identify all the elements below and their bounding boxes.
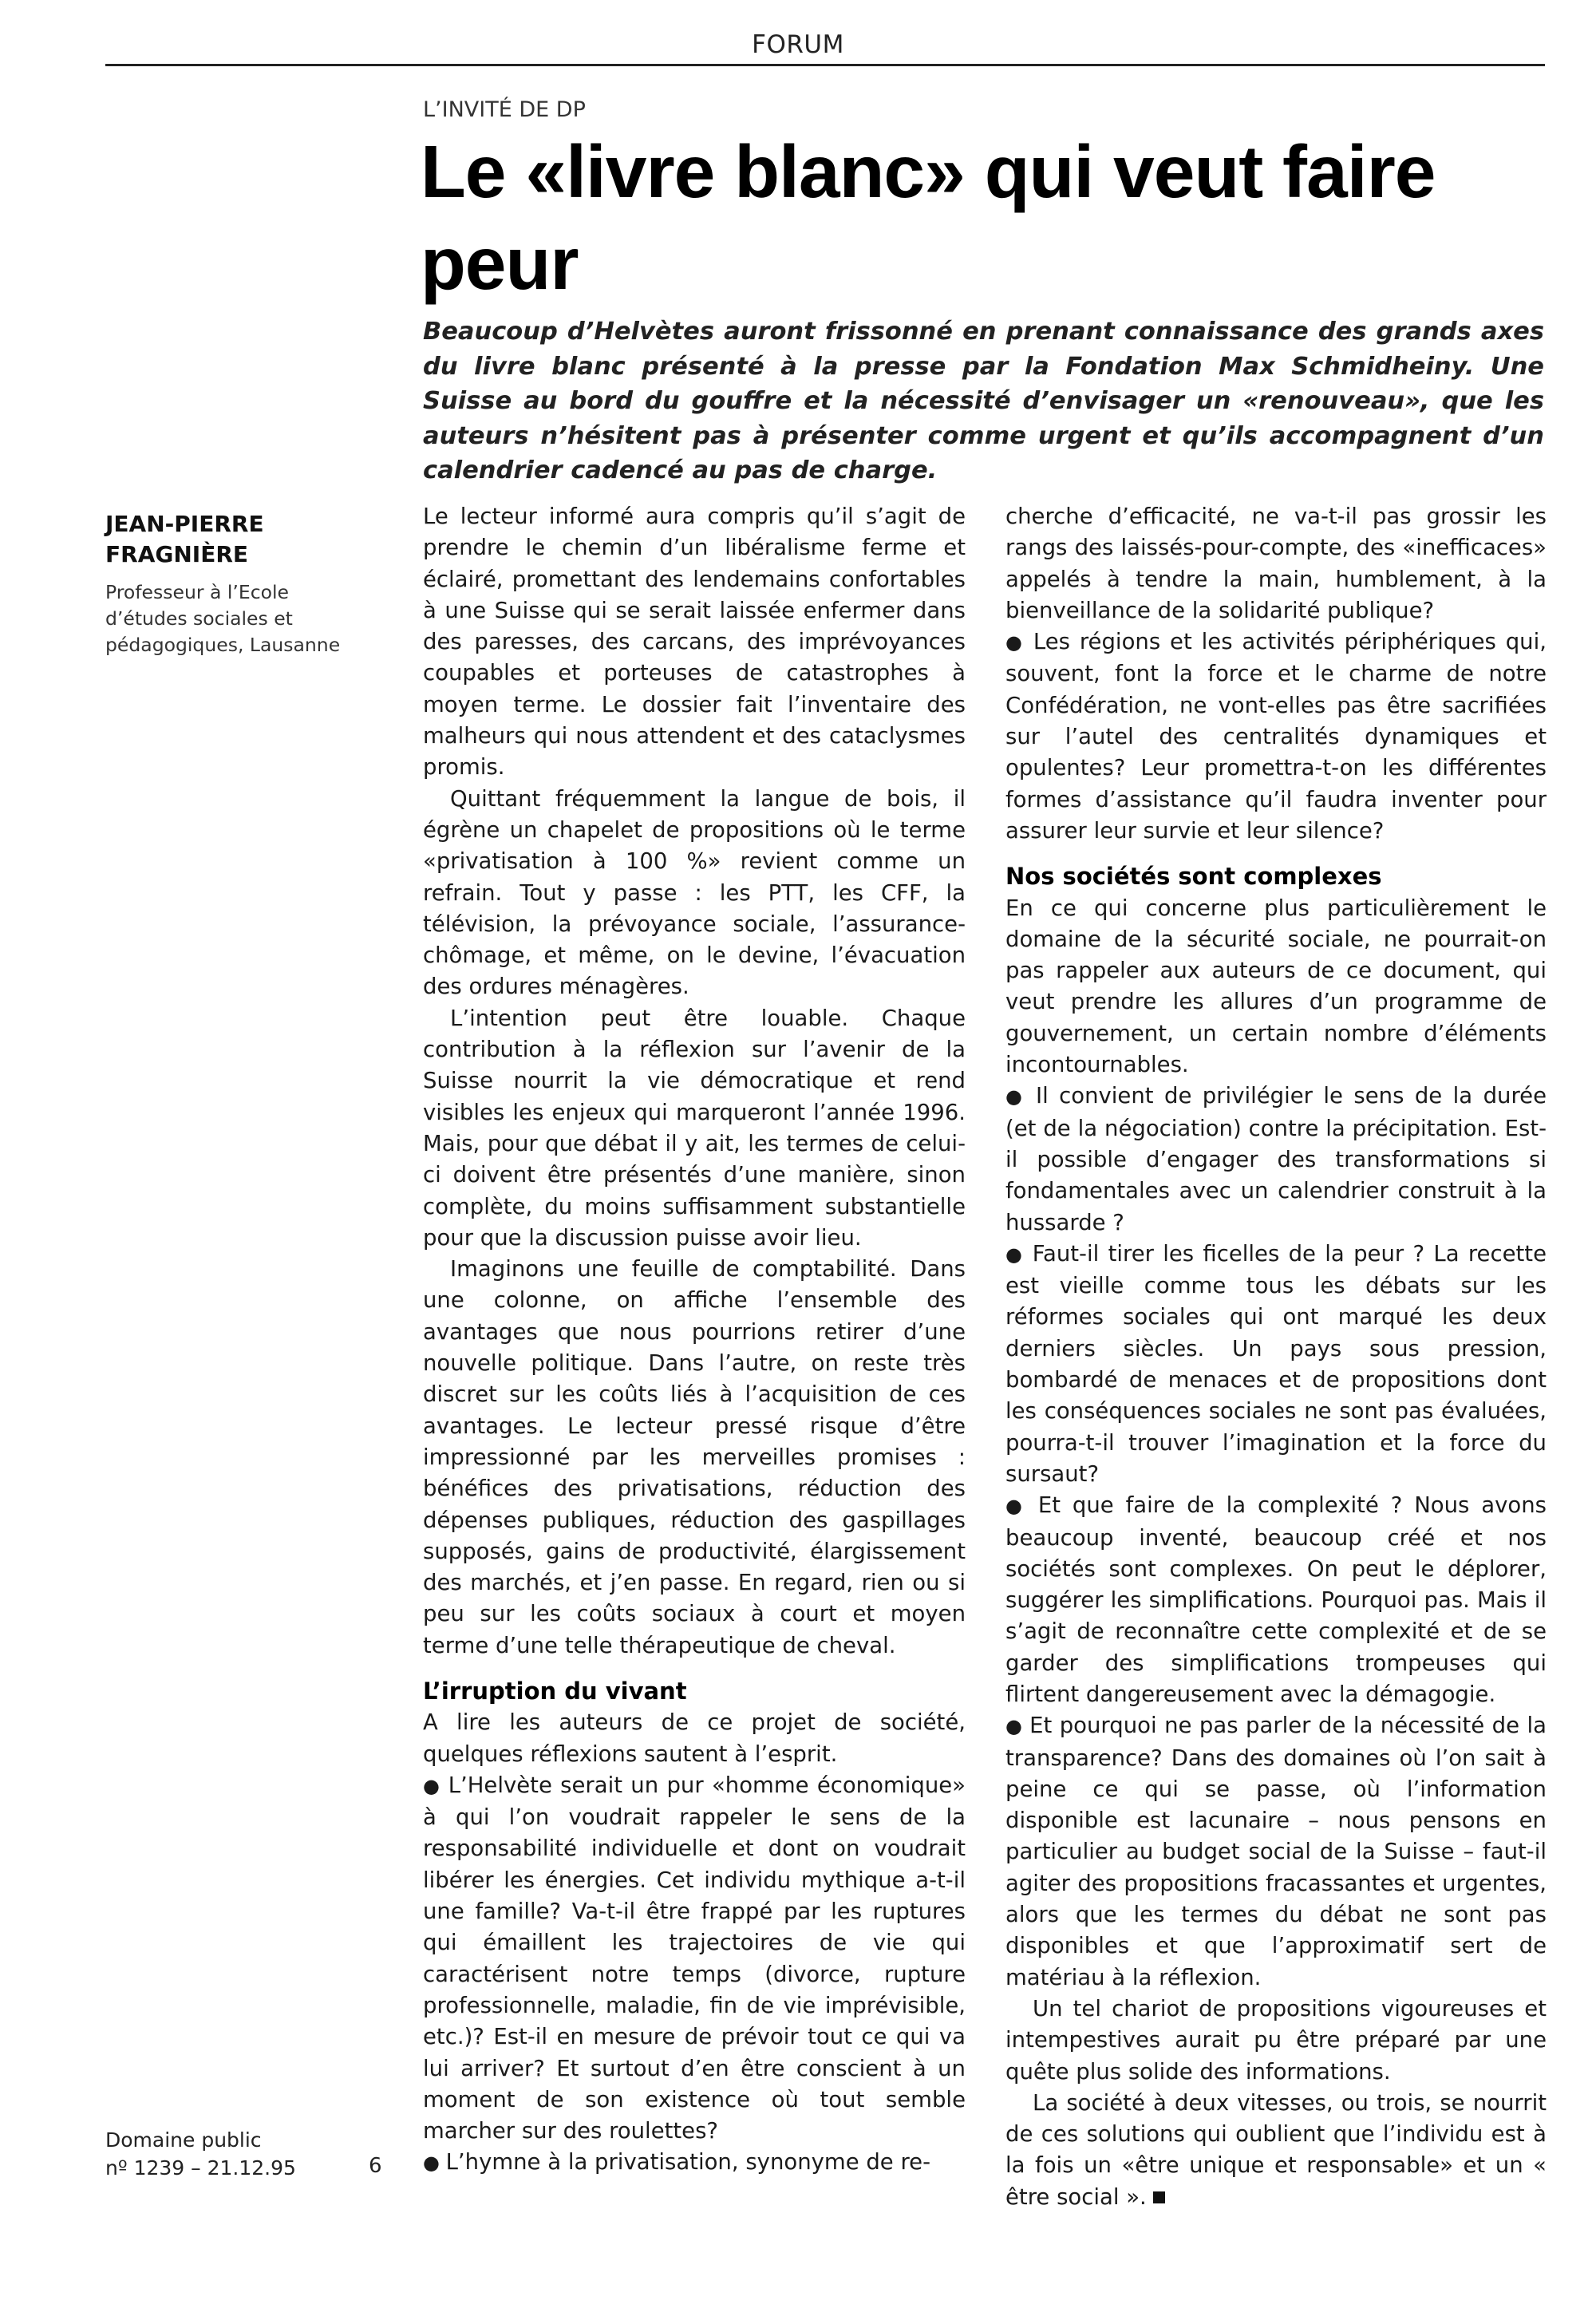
footer-publication	[105, 2126, 296, 2182]
bullet-paragraph: ● Et que faire de la complexité ? Nous avons beaucoup inventé, beaucoup créé et nos sociétés sont complexes. On peut le déplorer, suggérer les simplifications. Pourquoi pas. Mais il s’agit de reconnaître cette complexité et de se garder des simplifications trompeuses qui flirtent dangereusement avec la démagogie.	[1005, 1490, 1547, 1710]
body-column-1	[423, 501, 966, 2179]
end-of-article-icon	[1153, 2191, 1165, 2203]
article-title: Le «livre blanc» qui veut faire peur	[421, 130, 1436, 305]
section-header: FORUM	[752, 30, 844, 59]
author-name-line1: JEAN-PIERRE	[105, 511, 264, 537]
bullet-paragraph: ● Les régions et les activités périphériques qui, souvent, font la force et le charme de notre Confédération, ne vont-elles pas être sacrifiées sur l’autel des centralités dynamiques et opulentes? Leur promettra-t-on les différentes formes d’assistance qu’il faudra inventer pour assurer leur survie et leur silence?	[1005, 626, 1547, 847]
paragraph: L’intention peut être louable. Chaque contribution à la réflexion sur l’avenir de la Suisse nourrit la vie démocratique et rend visibles les enjeux qui marqueront l’année 1996. Mais, pour que débat il y ait, les termes de celui-ci doivent être présentés d’une manière, sinon complète, du moins suffisamment substantielle pour que la discussion puisse avoir lieu.	[423, 1005, 966, 1251]
article-kicker: L’INVITÉ DE DP	[423, 97, 586, 122]
bullet-paragraph: ● L’Helvète serait un pur «homme économique» à qui l’on voudrait rappeler le sens de la responsabilité individuelle et dont on voudrait libérer les énergies. Cet individu mythique a-t-il une famille? Va-t-il être frappé par les ruptures qui émaillent les trajectoires de vie qui caractérisent notre temps (divorce, rupture professionnelle, maladie, fin de vie imprévisible, etc.)? Est-il en mesure de prévoir tout ce qui va lui arriver? Et surtout d’en être conscient à un moment de son existence où tout semble marcher sur des roulettes?	[423, 1770, 966, 2148]
paragraph-final	[1005, 2088, 1547, 2213]
bullet-paragraph: ● Et pourquoi ne pas parler de la nécessité de la transparence? Dans des domaines où l’on sait à peine ce qui se passe, où l’information disponible est lacunaire – nous pensons en particulier au budget social de la Suisse – faut-il agiter des propositions fracassantes et urgentes, alors que les termes du débat ne sont pas disponibles et que l’approximatif sert de matériau à la réflexion.	[1005, 1710, 1547, 1994]
bullet-paragraph: ● Faut-il tirer les ficelles de la peur ? La recette est vieille comme tous les débats sur les réformes sociales qui ont marqué les deux derniers siècles. Un pays sous pression, bombardé de menaces et de propositions dont les conséquences sociales ne sont pas évaluées, pourra-t-il trouver l’imagination et la force du sursaut?	[1005, 1239, 1547, 1490]
issue-number: nº 1239 – 21.12.95	[105, 2156, 296, 2179]
author-name	[105, 509, 345, 570]
author-role: Professeur à l’Ecole d’études sociales et pédagogiques, Lausanne	[105, 581, 341, 656]
bullet-paragraph: ● L’hymne à la privatisation, synonyme de re-	[423, 2147, 966, 2179]
header-rule	[105, 64, 1545, 66]
paragraph: Un tel chariot de propositions vigoureuses et intempestives aurait pu être préparé par une quête plus solide des informations.	[1005, 1995, 1547, 2085]
author-name-line2: FRAGNIÈRE	[105, 541, 249, 567]
publication-name: Domaine public	[105, 2128, 262, 2152]
subheading: L’irruption du vivant	[423, 1677, 687, 1705]
paragraph: En ce qui concerne plus particulièrement le domaine de la sécurité sociale, ne pourrait-on pas rappeler aux auteurs de ce document, qui veut prendre les allures d’un programme de gouvernement, un certain nombre d’éléments incontournables.	[1005, 895, 1547, 1078]
paragraph-text: La société à deux vitesses, ou trois, se nourrit de ces solutions qui oublient que l’individu est à la fois un «être unique et responsable» et un « être social ».	[1005, 2089, 1547, 2210]
paragraph-continued: cherche d’efficacité, ne va-t-il pas grossir les rangs des laissés-pour-compte, des «inefficaces» appelés à tendre la main, humblement, à la bienveillance de la solidarité publique?	[1005, 504, 1547, 623]
body-column-2	[1005, 501, 1547, 2213]
subheading: Nos sociétés sont complexes	[1005, 863, 1382, 891]
paragraph: Le lecteur informé aura compris qu’il s’agit de prendre le chemin d’un libéralisme ferme et éclairé, promettant des lendemains confortables à une Suisse qui se serait laissée enfermer dans des paresses, des carcans, des imprévoyances coupables et porteuses de catastrophes à moyen terme. Le dossier fait l’inventaire des malheurs qui nous attendent et des cataclysmes promis.	[423, 504, 966, 780]
paragraph: Quittant fréquemment la langue de bois, il égrène un chapelet de propositions où le terme «privatisation à 100 %» revient comme un refrain. Tout y passe : les PTT, les CFF, la télévision, la prévoyance sociale, l’assurance-chômage, et même, on le devine, l’évacuation des ordures ménagères.	[423, 785, 966, 1000]
article-lead: Beaucoup d’Helvètes auront frissonné en prenant connaissance des grands axes du livre blanc présenté à la presse par la Fondation Max Schmidheiny. Une Suisse au bord du gouffre et la nécessité d’envisager un «renouveau», que les auteurs n’hésitent pas à présenter comme urgent et qu’ils accompagnent d’un calendrier cadencé au pas de charge.	[423, 318, 1544, 484]
paragraph: Imaginons une feuille de comptabilité. Dans une colonne, on affiche l’ensemble des avantages que nous pourrions retirer d’une nouvelle politique. Dans l’autre, on reste très discret sur les coûts liés à l’acquisition de ces avantages. Le lecteur pressé risque d’être impressionné par les merveilles promises : bénéfices des privatisations, réduction des dépenses publiques, réduction des gaspillages supposés, gains de productivité, élargissement des marchés, et j’en passe. En regard, rien ou si peu sur les coûts sociaux à court et moyen terme d’une telle thérapeutique de cheval.	[423, 1256, 966, 1658]
bullet-paragraph: ● Il convient de privilégier le sens de la durée (et de la négociation) contre la précipitation. Est-il possible d’engager des transformations si fondamentales avec un calendrier construit à la hussarde ?	[1005, 1081, 1547, 1238]
paragraph: A lire les auteurs de ce projet de société, quelques réflexions sautent à l’esprit.	[423, 1709, 966, 1767]
page-number: 6	[369, 2154, 382, 2178]
